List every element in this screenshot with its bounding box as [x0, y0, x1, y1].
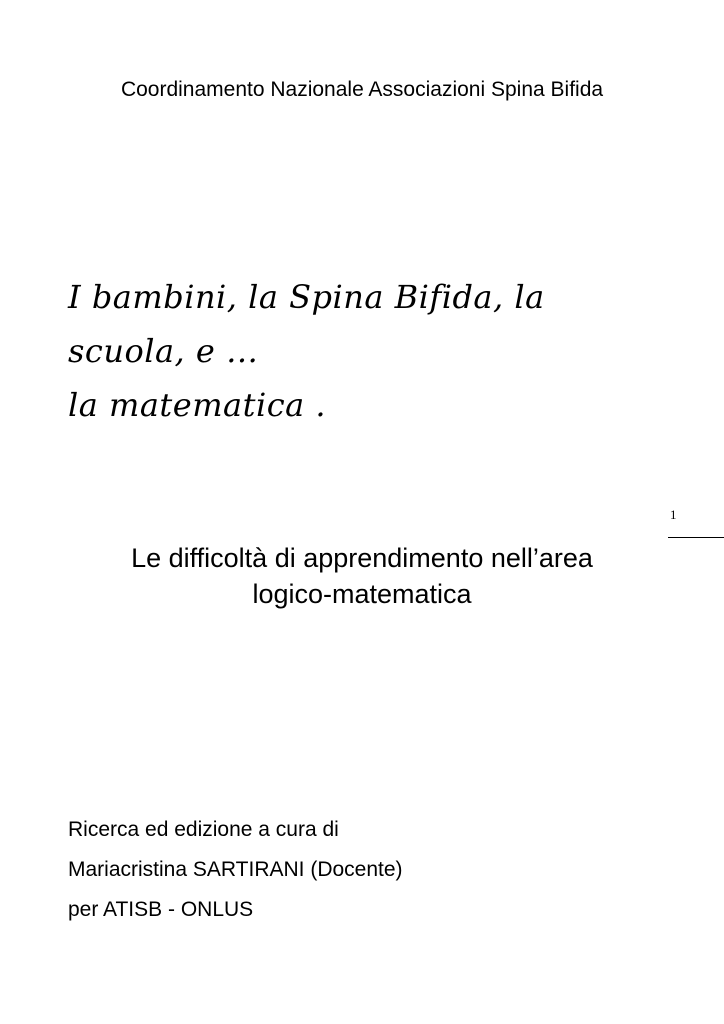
title-line-1: I bambini, la Spina Bifida, la [68, 278, 545, 316]
credits-line-1: Ricerca ed edizione a cura di [68, 818, 339, 841]
credits-line-2: Mariacristina SARTIRANI (Docente) [68, 858, 403, 881]
subtitle-line-2: logico-matematica [252, 579, 472, 609]
document-title [68, 270, 688, 432]
page-number: 1 [670, 507, 677, 522]
credits [68, 810, 403, 930]
document-subtitle [0, 540, 724, 612]
title-line-3: la matematica . [68, 386, 327, 424]
subtitle-line-1: Le difficoltà di apprendimento nell’area [131, 543, 593, 573]
title-line-2: scuola, e … [68, 332, 259, 370]
credits-line-3: per ATISB - ONLUS [68, 898, 254, 921]
page-number-rule [668, 537, 724, 538]
header-organization: Coordinamento Nazionale Associazioni Spina Bifida [120, 78, 604, 101]
